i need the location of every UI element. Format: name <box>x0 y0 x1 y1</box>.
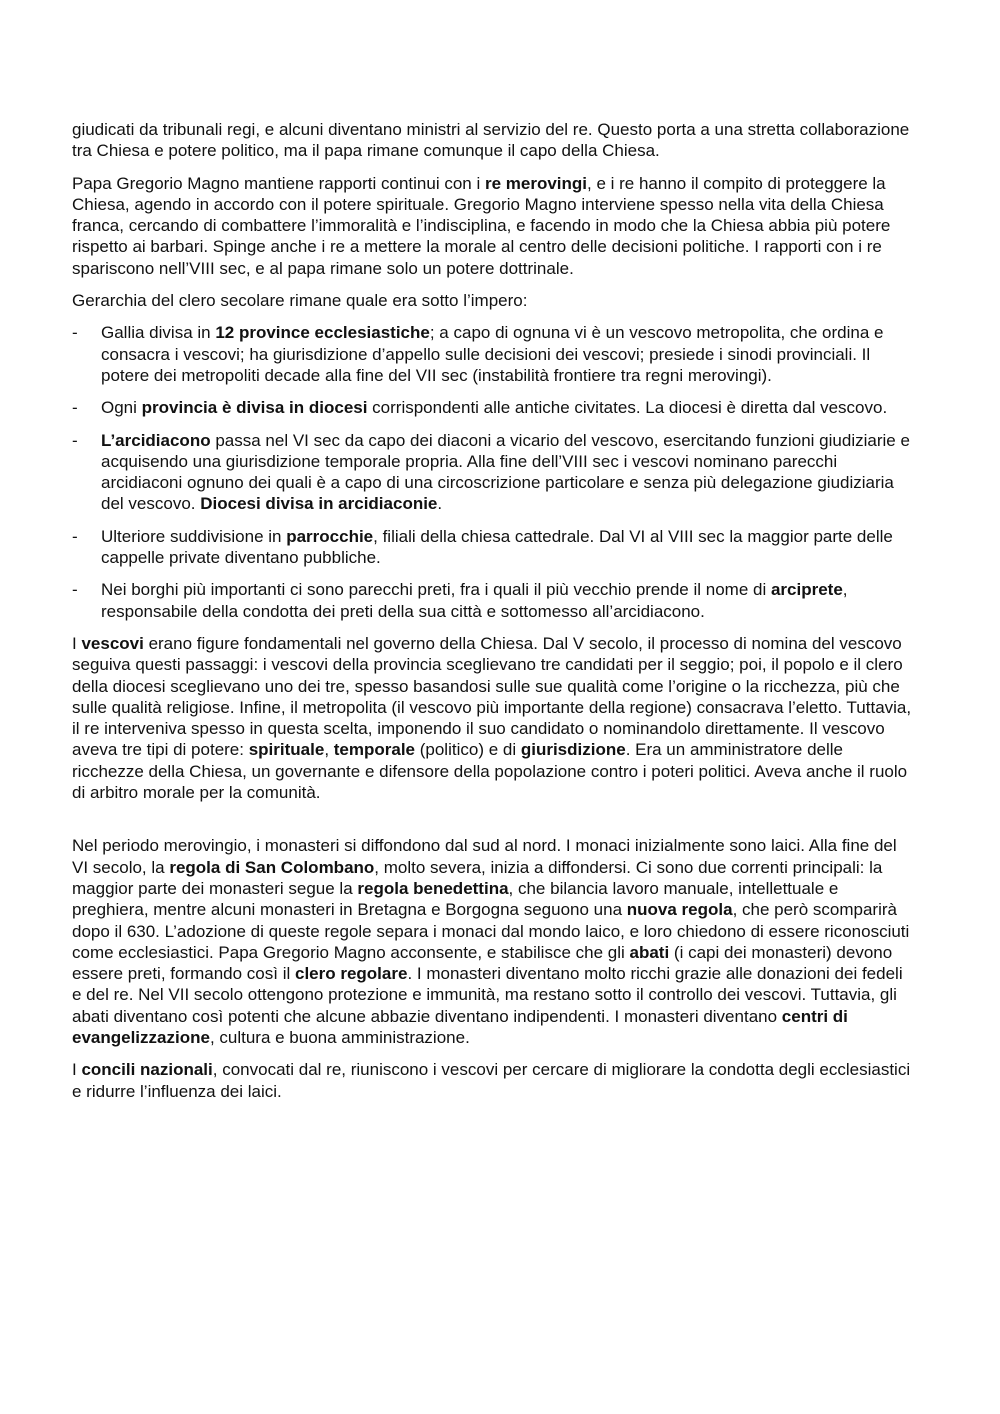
paragraph-gregorio-magno <box>72 173 914 279</box>
bold-text: parrocchie <box>286 526 374 546</box>
list-bullet: - <box>72 430 78 450</box>
bold-text: re merovingi <box>484 173 588 193</box>
bold-text: temporale <box>333 740 416 760</box>
bold-text: vescovi <box>81 633 144 653</box>
list-item-text <box>101 527 893 567</box>
hierarchy-list <box>72 322 914 622</box>
text-run: . Era un amministratore delle ricchezze della Chiesa, un governante e difensore della popolazione contro i poteri politici. Aveva anche il ruolo di arbitro morale per la comunità. <box>72 740 908 803</box>
bold-text: provincia è divisa in diocesi <box>141 398 368 418</box>
text-run: , che però scomparirà dopo il 630. L’adozione di queste regole separa i monaci dal mondo laico, e loro chiedono di essere riconosciuti come ecclesiastici. Papa Gregorio Magno acconsente, e stabilisce che gli <box>72 900 910 962</box>
paragraph-tribunali <box>72 119 914 162</box>
text-run: I <box>72 633 82 653</box>
text-run: , <box>324 740 334 760</box>
text-run: ; a capo di ognuna vi è un vescovo metropolita, che ordina e consacra i vescovi; ha giurisdizione d’appello sulle decisioni dei vescovi; presiede i sinodi provinciali. Il potere dei metropoliti decade alla fine del VII sec (instabilità frontiere tra regni merovingi). <box>101 323 884 385</box>
list-bullet: - <box>72 398 78 418</box>
list-item <box>72 579 914 622</box>
bold-text: abati <box>629 942 670 962</box>
text-run: , e i re hanno il compito di proteggere la Chiesa, agendo in accordo con il potere spirituale. Gregorio Magno interviene spesso nella vita della Chiesa franca, cercando di combattere l’immoralità e l’indisciplina, e facendo in modo che la Chiesa abbia più potere rispetto ai barbari. Spinge anche i re a mettere la morale al centro delle decisioni politiche. I rapporti con i re spariscono nell’VIII sec, e al papa rimane solo un potere dottrinale. <box>72 173 891 278</box>
paragraph-gerarchia-intro <box>72 290 914 311</box>
text-run: , filiali della chiesa cattedrale. Dal VI al VIII sec la maggior parte delle cappelle private diventano pubbliche. <box>101 526 893 568</box>
paragraph-monasteri <box>72 835 914 1048</box>
text-run: Gerarchia del clero secolare rimane quale era sotto l’impero: <box>72 291 528 311</box>
list-item <box>72 526 914 569</box>
list-item <box>72 322 914 386</box>
bold-text: concili nazionali <box>81 1060 213 1080</box>
text-run: Ulteriore suddivisione in <box>101 526 287 546</box>
text-run: . <box>437 494 443 514</box>
text-run: , convocati dal re, riuniscono i vescovi per cercare di migliorare la condotta degli ecclesiastici e ridurre l’influenza dei laici. <box>72 1060 911 1101</box>
text-run: passa nel VI sec da capo dei diaconi a vicario del vescovo, esercitando funzioni giudiziarie e acquisendo una giurisdizione temporale propria. Alla fine dell’VIII sec i vescovi nominano parecchi arcidiaconi ognuno dei quali è a capo di una circoscrizione particolare e senza più delegazione giudiziaria del vescovo. <box>101 430 910 514</box>
text-run: Gallia divisa in <box>101 323 216 343</box>
text-run: Nei borghi più importanti ci sono parecchi preti, fra i quali il più vecchio prende il nome di <box>101 580 771 600</box>
text-run: erano figure fondamentali nel governo della Chiesa. Dal V secolo, il processo di nomina del vescovo seguiva questi passaggi: i vescovi della provincia sceglievano tre candidati per il seggio; poi, il popolo e il clero della diocesi sceglievano uno dei tre, spesso basandosi sulle sue qualità come l’origine o la ricchezza, più che sulle qualità religiose. Infine, il metropolita (il vescovo più importante della regione) consacrava l’eletto. Tuttavia, il re interveniva spesso in questa scelta, imponendo il suo candidato o nominandolo direttamente. Il vescovo aveva tre tipi di potere: <box>72 633 912 760</box>
text-run: . I monasteri diventano molto ricchi grazie alle donazioni dei fedeli e del re. Nel VII secolo ottengono protezione e immunità, ma restano sotto il controllo dei vescovi. Tuttavia, gli abati diventano così potenti che alcune abbazie diventano indipendenti. I monasteri diventano <box>72 964 903 1026</box>
list-item-text <box>101 398 887 417</box>
text-run: , che bilancia lavoro manuale, intellettuale e preghiera, mentre alcuni monasteri in Bretagna e Borgogna seguono una <box>72 878 839 920</box>
text-run: , responsabile della condotta dei preti della sua città e sottomesso all’arcidiacono. <box>101 580 848 621</box>
bold-text: regola di San Colombano <box>169 857 375 877</box>
bold-text: L’arcidiacono <box>101 430 211 450</box>
list-bullet: - <box>72 580 78 600</box>
bold-text: nuova regola <box>626 900 733 920</box>
bold-text: centri di evangelizzazione <box>72 1006 848 1047</box>
text-run: I <box>72 1060 82 1080</box>
list-item-text <box>101 580 848 620</box>
text-run: Papa Gregorio Magno mantiene rapporti continui con i <box>72 173 485 193</box>
paragraph-vescovi <box>72 633 914 803</box>
bold-text: regola benedettina <box>357 878 509 898</box>
paragraph-concili <box>72 1059 914 1102</box>
text-run: Nel periodo merovingio, i monasteri si diffondono dal sud al nord. I monaci inizialmente sono laici. Alla fine del VI secolo, la <box>72 836 897 877</box>
list-item-text <box>101 431 910 514</box>
document-page <box>72 119 914 1113</box>
bold-text: Diocesi divisa in arcidiaconie <box>200 494 438 514</box>
list-bullet: - <box>72 526 78 546</box>
bold-text: arciprete <box>770 580 843 600</box>
bold-text: clero regolare <box>294 964 408 984</box>
text-run: (i capi dei monasteri) devono essere preti, formando così il <box>72 942 893 984</box>
bold-text: 12 province ecclesiastiche <box>215 323 430 343</box>
list-item-text <box>101 323 883 385</box>
list-bullet: - <box>72 323 78 343</box>
blank-line <box>72 814 914 835</box>
text-run: corrispondenti alle antiche civitates. La diocesi è diretta dal vescovo. <box>367 398 888 418</box>
text-run: , molto severa, inizia a diffondersi. Ci sono due correnti principali: la maggior parte dei monasteri segue la <box>72 857 883 898</box>
text-run: (politico) e di <box>415 740 521 760</box>
bold-text: giurisdizione <box>520 740 626 760</box>
bold-text: spirituale <box>248 740 325 760</box>
list-item <box>72 397 914 418</box>
text-run: Ogni <box>101 398 142 418</box>
text-run: , cultura e buona amministrazione. <box>209 1027 470 1047</box>
list-item <box>72 430 914 515</box>
text-run: giudicati da tribunali regi, e alcuni diventano ministri al servizio del re. Questo porta a una stretta collaborazione tra Chiesa e potere politico, ma il papa rimane comunque il capo della Chiesa. <box>72 120 910 161</box>
